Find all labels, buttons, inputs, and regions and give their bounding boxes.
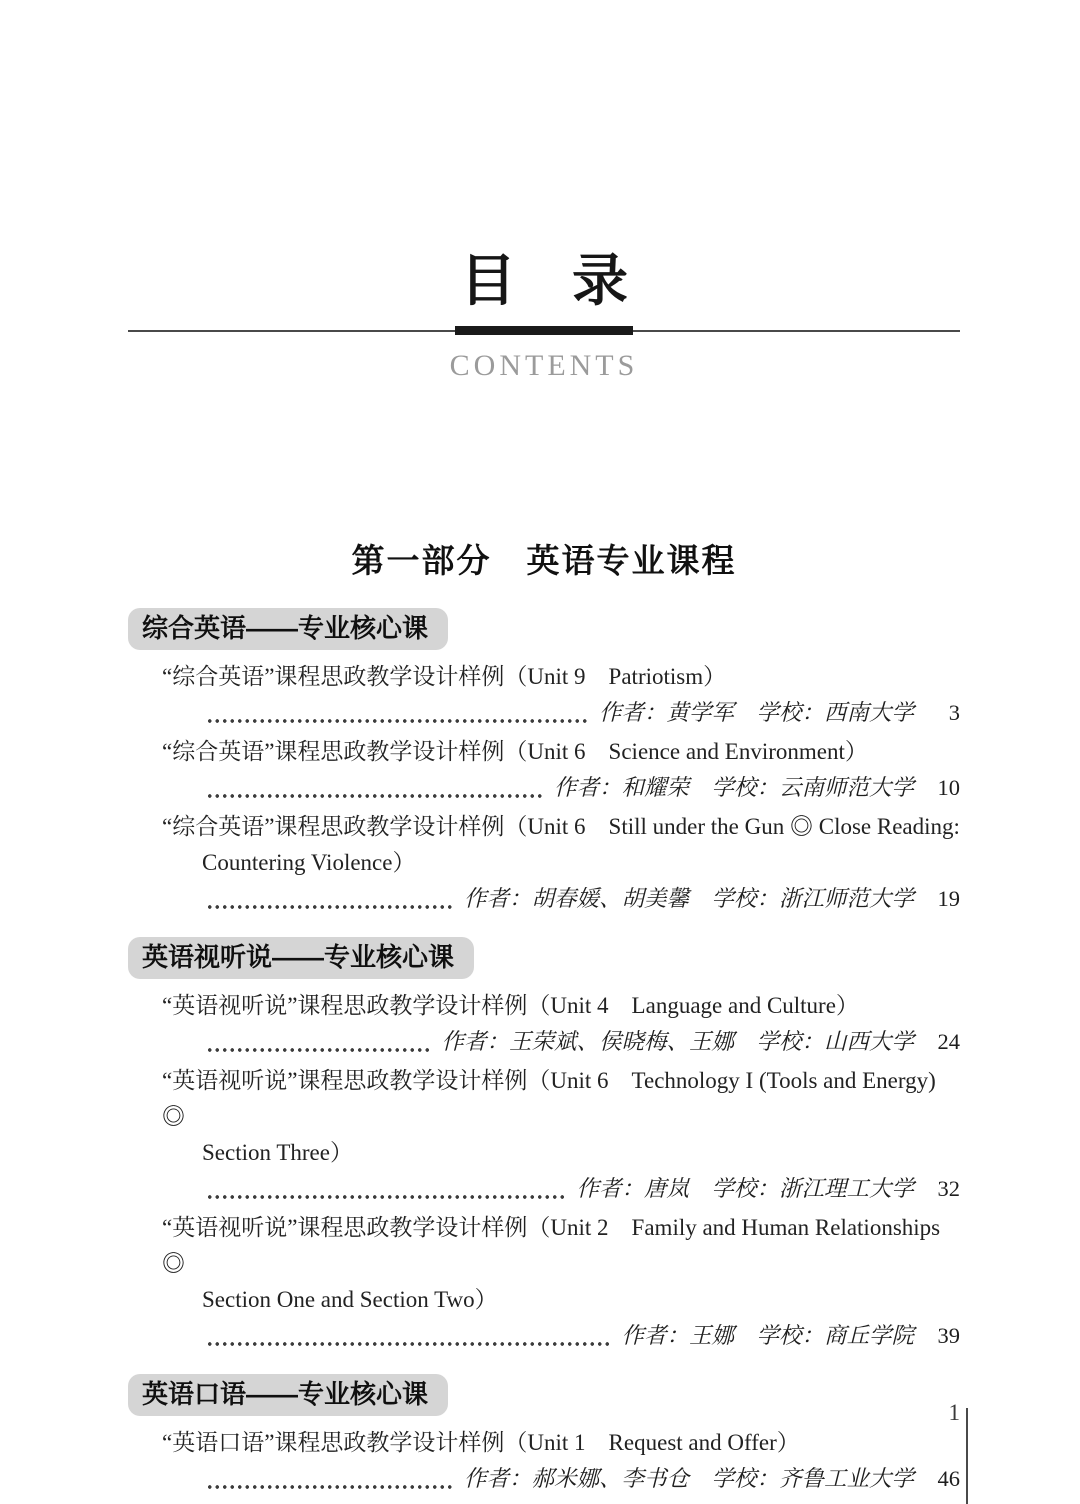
entry-author: 作者：王荣斌、侯晓梅、王娜 学校：山西大学 bbox=[441, 1028, 914, 1054]
dot-leader bbox=[206, 1024, 432, 1060]
entry-author: 作者：和耀荣 学校：云南师范大学 bbox=[553, 774, 914, 800]
toc-entry bbox=[128, 988, 960, 1060]
entry-leader-row bbox=[206, 1318, 960, 1354]
entry-title-line: “综合英语”课程思政教学设计样例（Unit 6 Science and Environment） bbox=[162, 738, 868, 764]
entry-page-number: 19 bbox=[937, 885, 960, 911]
entry-author: 作者：唐岚 学校：浙江理工大学 bbox=[576, 1175, 914, 1201]
dot-leader bbox=[206, 1171, 567, 1207]
entry-title-line: “英语视听说”课程思政教学设计样例（Unit 2 Family and Human Relationships ◎ bbox=[162, 1214, 941, 1276]
entry-title bbox=[162, 1210, 960, 1318]
entry-title-line: “综合英语”课程思政教学设计样例（Unit 6 Still under the Gun ◎ Close Reading: bbox=[162, 813, 960, 839]
entry-author: 作者：胡春媛、胡美馨 学校：浙江师范大学 bbox=[463, 885, 914, 911]
title-divider bbox=[128, 326, 960, 335]
entry-title-line: Countering Violence） bbox=[202, 849, 416, 875]
entry-title-line: Section Three） bbox=[202, 1139, 353, 1165]
entry-title bbox=[162, 988, 960, 1024]
dot-leader bbox=[206, 695, 590, 731]
toc-entry bbox=[128, 809, 960, 917]
toc-entry bbox=[128, 1210, 960, 1354]
entry-page-number: 46 bbox=[937, 1466, 960, 1492]
document-title: 目 录 bbox=[460, 251, 628, 313]
entry-page-number: 24 bbox=[937, 1028, 960, 1054]
dot-leader bbox=[206, 881, 455, 917]
dot-leader bbox=[206, 770, 545, 806]
toc-section-zonghe-yingyu bbox=[128, 608, 960, 917]
toc-page bbox=[128, 0, 960, 1497]
entry-title-line: “英语口语”课程思政教学设计样例（Unit 1 Request and Offer） bbox=[162, 1430, 800, 1456]
toc-section-yingyu-kouyu bbox=[128, 1374, 960, 1497]
section-label-pill: 英语视听说——专业核心课 bbox=[128, 937, 474, 979]
entry-title bbox=[162, 734, 960, 770]
part-heading: 第一部分 英语专业课程 bbox=[351, 541, 737, 579]
entry-title bbox=[162, 809, 960, 881]
entry-title bbox=[162, 1425, 960, 1461]
toc-entry bbox=[128, 659, 960, 731]
entry-page-number: 10 bbox=[937, 774, 960, 800]
entry-title-line: “综合英语”课程思政教学设计样例（Unit 9 Patriotism） bbox=[162, 663, 727, 689]
page-edge-rule bbox=[966, 1408, 968, 1504]
entry-page-number: 39 bbox=[937, 1322, 960, 1348]
entry-title-line: Section One and Section Two） bbox=[202, 1286, 498, 1312]
document-subtitle: CONTENTS bbox=[449, 348, 639, 382]
toc-entry bbox=[128, 1063, 960, 1207]
entry-author: 作者：郝米娜、李书仓 学校：齐鲁工业大学 bbox=[463, 1466, 914, 1492]
title-divider-bar bbox=[455, 326, 633, 335]
toc-entry bbox=[128, 1425, 960, 1497]
entry-leader-row bbox=[206, 1171, 960, 1207]
entry-title bbox=[162, 1063, 960, 1171]
toc-section-yingyu-shitingshuo bbox=[128, 937, 960, 1354]
page-number: 1 bbox=[948, 1400, 960, 1425]
entry-leader-row bbox=[206, 695, 960, 731]
toc-entry bbox=[128, 734, 960, 806]
entry-leader-row bbox=[206, 1461, 960, 1497]
section-label-pill: 综合英语——专业核心课 bbox=[128, 608, 448, 650]
entry-page-number: 3 bbox=[948, 699, 960, 725]
entry-title bbox=[162, 659, 960, 695]
dot-leader bbox=[206, 1461, 455, 1497]
entry-leader-row bbox=[206, 881, 960, 917]
entry-author: 作者：黄学军 学校：西南大学 bbox=[598, 699, 914, 725]
entry-leader-row bbox=[206, 1024, 960, 1060]
entry-page-number: 32 bbox=[937, 1175, 960, 1201]
entry-author: 作者：王娜 学校：商丘学院 bbox=[621, 1322, 914, 1348]
entry-title-line: “英语视听说”课程思政教学设计样例（Unit 4 Language and Culture） bbox=[162, 992, 859, 1018]
section-label-pill: 英语口语——专业核心课 bbox=[128, 1374, 448, 1416]
dot-leader bbox=[206, 1318, 612, 1354]
entry-title-line: “英语视听说”课程思政教学设计样例（Unit 6 Technology I (Tools and Energy) ◎ bbox=[162, 1067, 936, 1129]
entry-leader-row bbox=[206, 770, 960, 806]
